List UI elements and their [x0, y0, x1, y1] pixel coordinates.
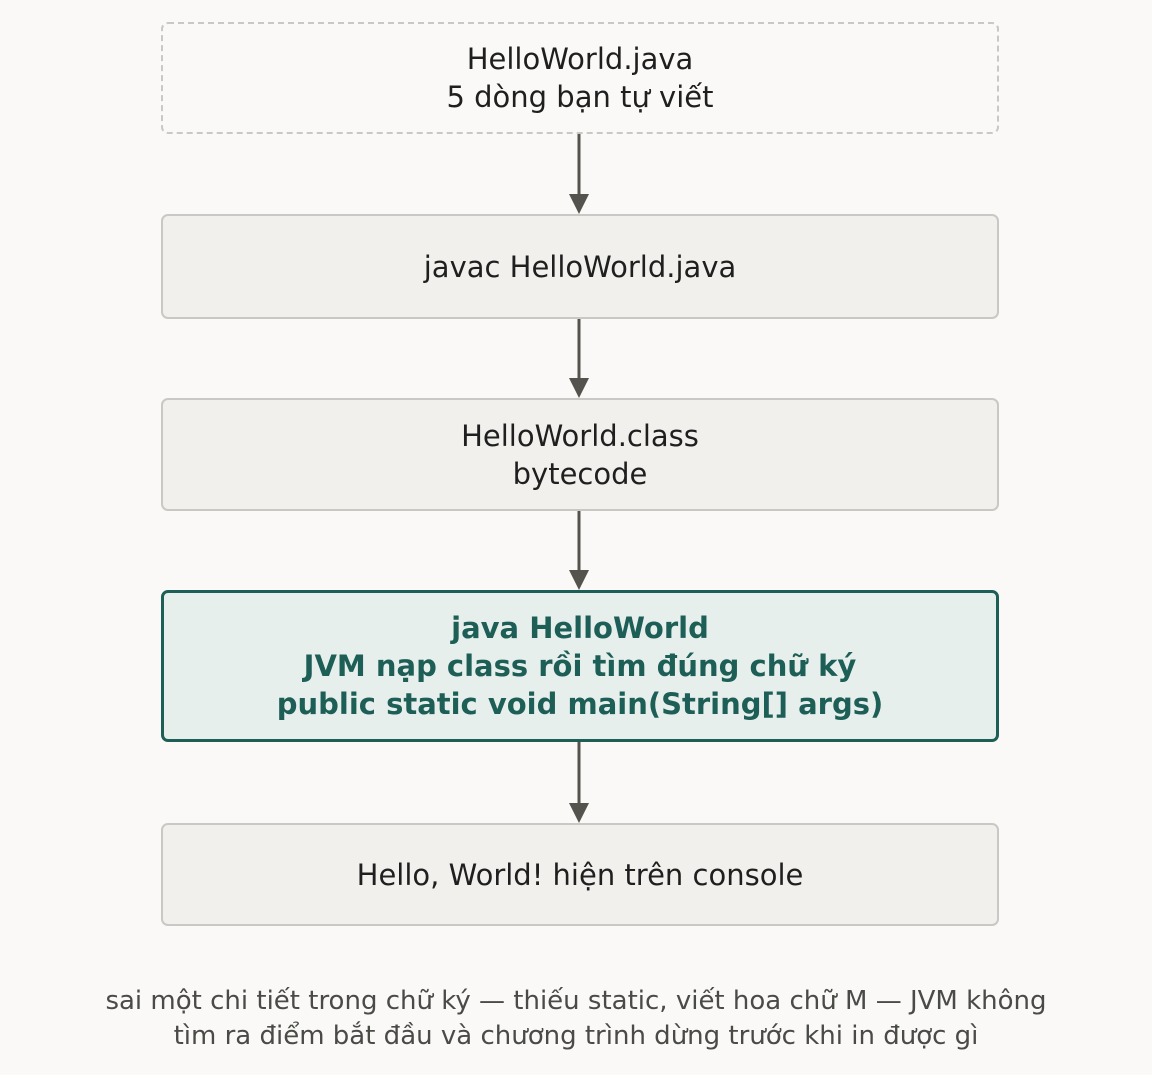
compile-step-node — [161, 214, 999, 319]
caption-line: sai một chi tiết trong chữ ký — thiếu static, viết hoa chữ M — JVM không — [105, 986, 1047, 1016]
node-line: 5 dòng bạn tự viết — [446, 80, 714, 114]
node-line: HelloWorld.java — [466, 42, 694, 76]
node-line: HelloWorld.class — [461, 418, 699, 453]
jvm-run-node — [161, 590, 999, 742]
node-line: JVM nạp class rồi tìm đúng chữ ký — [303, 649, 857, 683]
node-line: java HelloWorld — [451, 611, 709, 645]
arrow-2 — [569, 319, 589, 398]
bytecode-node — [161, 398, 999, 511]
diagram-caption — [0, 984, 1152, 1054]
node-line: Hello, World! hiện trên console — [356, 857, 804, 892]
node-line: javac HelloWorld.java — [423, 249, 737, 284]
caption-line: tìm ra điểm bắt đầu và chương trình dừng trước khi in được gì — [173, 1021, 979, 1051]
output-node — [161, 823, 999, 926]
arrow-3 — [569, 511, 589, 590]
arrow-4 — [569, 742, 589, 823]
node-line: bytecode — [512, 456, 648, 491]
node-line: public static void main(String[] args) — [276, 687, 884, 721]
source-file-node — [161, 22, 999, 134]
arrow-1 — [569, 134, 589, 214]
